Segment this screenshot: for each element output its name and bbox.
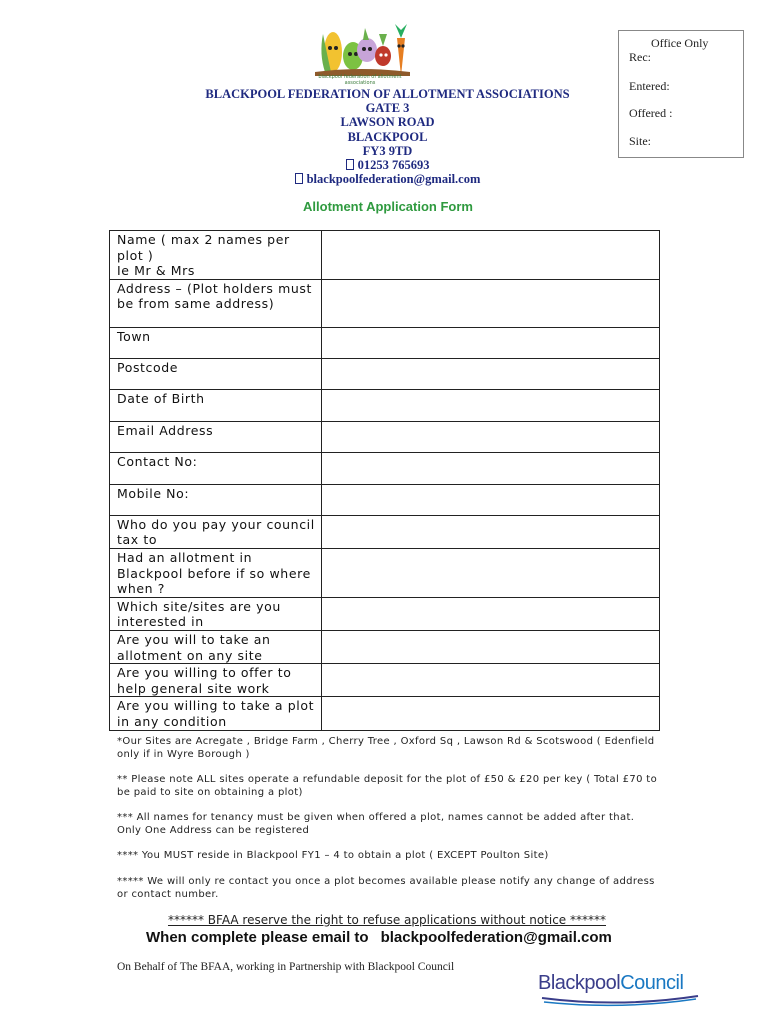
complete-email[interactable]: blackpoolfederation@gmail.com [380,929,612,946]
council-logo-text-1: Blackpool [538,972,621,994]
form-label-any-site: Are you will to take an allotment on any site [110,630,322,663]
form-row [110,452,660,484]
complete-prefix: When complete please email to [146,929,369,946]
behalf-statement: On Behalf of The BFAA, working in Partnership with Blackpool Council [117,961,455,973]
office-field-offered: Offered : [629,106,673,120]
address-line-4: FY3 9TD [362,143,413,158]
form-label-site-work: Are you willing to offer to help general site work [110,664,322,697]
note-sites: *Our Sites are Acregate , Bridge Farm , Cherry Tree , Oxford Sq , Lawson Rd & Scotswood ( Edenfield only if in Wyre Borough ) [117,736,655,760]
email-line [110,172,665,186]
email-address[interactable]: blackpoolfederation@gmail.com [306,172,481,187]
email-icon [295,173,303,184]
office-only-title: Office Only [651,36,709,50]
form-label-postcode: Postcode [110,358,322,389]
form-row [110,358,660,389]
office-field-rec: Rec: [629,50,651,64]
form-input-town[interactable] [322,327,660,358]
form-label-contact: Contact No: [110,452,322,484]
form-label-council-tax: Who do you pay your council tax to [110,515,322,548]
note-residency: **** You MUST reside in Blackpool FY1 – 4 to obtain a plot ( EXCEPT Poulton Site) [117,850,549,861]
complete-instruction [146,929,746,946]
note-recontact: ***** We will only re contact you once a plot becomes available please notify any change of address or contact number. [117,876,655,900]
phone-icon [346,159,354,170]
form-label-email: Email Address [110,421,322,452]
form-title: Allotment Application Form [303,199,473,214]
form-label-address: Address – (Plot holders must be from same address) [110,279,322,327]
office-only-box [618,30,744,158]
form-input-council-tax[interactable] [322,515,660,548]
council-logo-text-2: Council [620,972,684,994]
council-swoosh-icon [540,994,700,1008]
address-line-3: BLACKPOOL [347,129,428,144]
form-label-previous-allotment: Had an allotment in Blackpool before if so where when ? [110,548,322,597]
form-row [110,231,660,280]
form-row [110,697,660,730]
form-input-any-condition[interactable] [322,697,660,730]
form-row [110,597,660,630]
form-input-site-work[interactable] [322,664,660,697]
form-input-address[interactable] [322,279,660,327]
phone-number: 01253 765693 [357,158,430,173]
form-input-email[interactable] [322,421,660,452]
form-label-town: Town [110,327,322,358]
note-tenancy-names: *** All names for tenancy must be given when offered a plot, names cannot be added after that. Only One Address can be registered [117,812,635,836]
form-label-sites: Which site/sites are you interested in [110,597,322,630]
form-label-any-condition: Are you willing to take a plot in any condition [110,697,322,730]
logo-caption: blackpool federation of allotment associations [318,74,402,86]
form-row [110,389,660,421]
form-row [110,664,660,697]
organization-name: BLACKPOOL FEDERATION OF ALLOTMENT ASSOCIATIONS [205,87,570,101]
office-field-site: Site: [629,134,652,148]
form-row [110,279,660,327]
form-input-postcode[interactable] [322,358,660,389]
note-deposit: ** Please note ALL sites operate a refundable deposit for the plot of £50 & £20 per key ( Total £70 to be paid to site on obtaining a plot) [117,774,658,798]
form-input-dob[interactable] [322,389,660,421]
form-input-name[interactable] [322,231,660,280]
form-row [110,548,660,597]
form-label-name: Name ( max 2 names per plot ) Ie Mr & Mrs [110,231,322,280]
form-input-contact[interactable] [322,452,660,484]
form-label-mobile: Mobile No: [110,484,322,515]
form-row [110,421,660,452]
form-input-mobile[interactable] [322,484,660,515]
form-input-previous-allotment[interactable] [322,548,660,597]
form-label-dob: Date of Birth [110,389,322,421]
application-form-table [109,230,660,731]
form-row [110,515,660,548]
form-row [110,630,660,663]
blackpool-council-logo [538,972,683,995]
office-field-entered: Entered: [629,79,670,93]
address-line-2: LAWSON ROAD [340,115,435,130]
form-input-any-site[interactable] [322,630,660,663]
form-row [110,484,660,515]
form-input-sites[interactable] [322,597,660,630]
address-line-1: GATE 3 [365,101,410,116]
organization-header [110,87,665,186]
phone-line [110,158,665,172]
form-row [110,327,660,358]
reserve-right-notice: ****** BFAA reserve the right to refuse applications without notice ****** [167,913,606,927]
